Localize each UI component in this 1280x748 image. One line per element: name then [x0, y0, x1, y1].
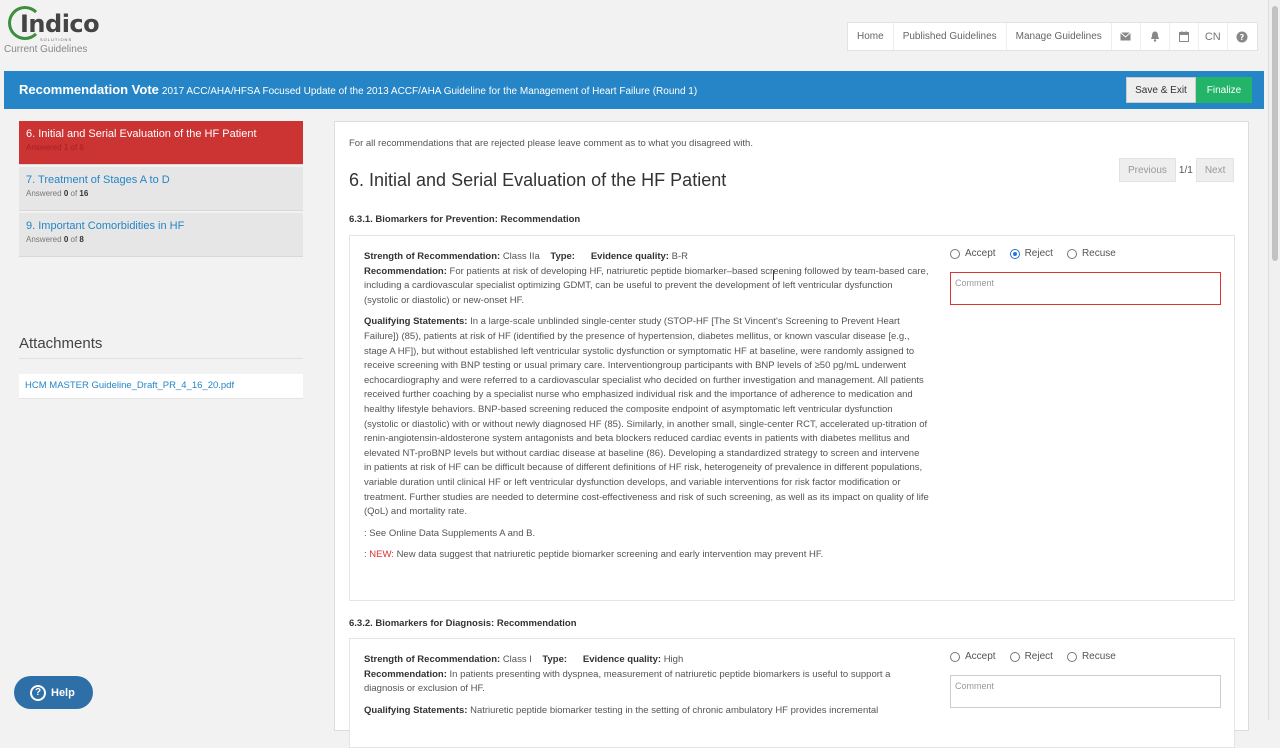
- accept-option[interactable]: Accept: [950, 651, 996, 662]
- bell-icon[interactable]: [1141, 23, 1170, 50]
- previous-button[interactable]: Previous: [1119, 158, 1176, 182]
- recuse-option[interactable]: Recuse: [1067, 651, 1116, 662]
- page-count: 1/1: [1178, 164, 1193, 176]
- page-title-main: Recommendation Vote: [19, 82, 159, 97]
- comment-field[interactable]: Comment: [950, 675, 1221, 708]
- scrollbar-thumb[interactable]: [1272, 6, 1278, 261]
- sidebar-item-section-6[interactable]: [19, 121, 303, 165]
- sidebar-item-progress: Answered 1 of 6: [26, 143, 84, 152]
- nav-manage-guidelines[interactable]: Manage Guidelines: [1007, 23, 1112, 50]
- sidebar: [19, 121, 303, 259]
- logo-text: Indico: [20, 10, 100, 38]
- question-icon[interactable]: [1228, 23, 1257, 50]
- reject-option[interactable]: Reject: [1010, 248, 1053, 259]
- indico-logo[interactable]: [6, 4, 100, 44]
- recuse-option[interactable]: Recuse: [1067, 248, 1116, 259]
- user-initials[interactable]: CN: [1199, 23, 1228, 50]
- current-guidelines-label: Current Guidelines: [4, 44, 88, 55]
- svg-text:?: ?: [1239, 32, 1245, 42]
- top-bar: [0, 0, 1268, 70]
- sidebar-item-title: 7. Treatment of Stages A to D: [26, 174, 170, 186]
- question-circle-icon: ?: [30, 685, 46, 701]
- instructions-text: For all recommendations that are rejected please leave comment as to what you disagreed with.: [349, 138, 753, 149]
- top-nav: [847, 22, 1258, 51]
- recuse-radio[interactable]: [1067, 249, 1077, 259]
- data-supplements: : See Online Data Supplements A and B.: [364, 527, 536, 539]
- help-label: Help: [51, 686, 75, 699]
- nav-published-guidelines[interactable]: Published Guidelines: [894, 23, 1007, 50]
- attachment-link[interactable]: HCM MASTER Guideline_Draft_PR_4_16_20.pdf: [19, 374, 303, 399]
- sidebar-item-progress: Answered 0 of 8: [26, 235, 84, 244]
- recommendation-heading: 6.3.1. Biomarkers for Prevention: Recommendation: [349, 214, 581, 225]
- header-bar: [4, 71, 1264, 109]
- sidebar-item-section-9[interactable]: [19, 213, 303, 257]
- recommendation-card: [349, 638, 1235, 748]
- qualifying-statements: Qualifying Statements: Natriuretic peptide biomarker testing in the setting of chronic ambulatory HF provides incremental: [364, 704, 879, 716]
- save-exit-button[interactable]: Save & Exit: [1126, 77, 1196, 103]
- accept-radio[interactable]: [950, 652, 960, 662]
- reject-radio[interactable]: [1010, 249, 1020, 259]
- page-title: [19, 82, 697, 97]
- recommendation-body: [364, 250, 929, 563]
- main-panel: [334, 121, 1249, 731]
- reject-option[interactable]: Reject: [1010, 651, 1053, 662]
- pager: [1119, 158, 1234, 182]
- envelope-icon[interactable]: [1112, 23, 1141, 50]
- recommendation-card: [349, 235, 1235, 601]
- comment-field[interactable]: Comment: [950, 272, 1221, 305]
- recommendation-heading: 6.3.2. Biomarkers for Diagnosis: Recommendation: [349, 618, 577, 629]
- accept-radio[interactable]: [950, 249, 960, 259]
- reject-radio[interactable]: [1010, 652, 1020, 662]
- logo-subtext: SOLUTIONS: [40, 37, 73, 42]
- finalize-button[interactable]: Finalize: [1196, 77, 1252, 103]
- sidebar-item-title: 6. Initial and Serial Evaluation of the HF Patient: [26, 128, 257, 140]
- qualifying-statements: Qualifying Statements: In a large-scale unblinded single-center study (STOP-HF [The St Vincent's Screening to Prevent Heart Failure]) (85), patients at risk of HF (identified by the presence of hypertension, diabetes mellitus, or known vascular disease [e.g., stage A HF]), but without established left ventricular systolic dysfunction or symptomatic HF at baseline, were randomly assigned to receive screening with BNP testing or usual primary care. Interventiongroup participants with BNP levels of ≥50 pg/mL underwent echocardiography and were referred to a cardiovascular specialist who decided on further investigation and management. All patients received further coaching by a specialist nurse who emphasized individual risk and the importance of adherence to medication and healthy lifestyle behaviors. BNP-based screening reduced the composite endpoint of asymptomatic left ventricular dysfunction (systolic or diastolic) with or without newly diagnosed HF (85). Similarly, in another small, single-center RCT, accelerated up-titration of renin-angiotensin-aldosterone system antagonists and beta blockers reduced cardiac events in patients with diabetes mellitus and elevated NT-proBNP levels but without cardiac disease at baseline (86). Developing a standardized strategy to screen and intervene in patients at risk of HF can be difficult because of different definitions of HF risk, heterogeneity of prevalence in different populations, variable duration until clinical HF or left ventricular dysfunction develops, and variable interventions for risk factor modification or treatment. Further studies are needed to determine cost-effectiveness and risk of such screening, as well as its impact on quality of life (QoL) and mortality rate.: [364, 316, 929, 518]
- new-note: : NEW: New data suggest that natriuretic peptide biomarker screening and early intervention may prevent HF.: [364, 549, 824, 561]
- sidebar-item-title: 9. Important Comorbidities in HF: [26, 220, 185, 232]
- accept-option[interactable]: Accept: [950, 248, 996, 259]
- recommendation-statement: Recommendation: For patients at risk of developing HF, natriuretic peptide biomarker–based screening followed by team-based care, including a cardiovascular specialist optimizing GDMT, can be useful to prevent the development of left ventricular dysfunction (systolic or diastolic) or new-onset HF.: [364, 265, 929, 306]
- attachments-divider: [19, 358, 303, 359]
- recommendation-body: [364, 653, 929, 718]
- guideline-title: 2017 ACC/AHA/HFSA Focused Update of the 2013 ACCF/AHA Guideline for the Management of Heart Failure (Round 1): [161, 86, 698, 97]
- sidebar-item-progress: Answered 0 of 16: [26, 189, 89, 198]
- nav-home[interactable]: Home: [848, 23, 894, 50]
- page-scrollbar[interactable]: [1268, 0, 1280, 720]
- calendar-icon[interactable]: [1170, 23, 1199, 50]
- vote-options: [950, 248, 1130, 259]
- recommendation-statement: Recommendation: In patients presenting with dyspnea, measurement of natriuretic peptide biomarkers is useful to support a diagnosis or exclusion of HF.: [364, 668, 891, 695]
- vote-options: [950, 651, 1130, 662]
- help-button[interactable]: [14, 676, 93, 709]
- next-button[interactable]: Next: [1196, 158, 1235, 182]
- recommendation-meta: Strength of Recommendation: Class I Type: Evidence quality: High: [364, 654, 684, 665]
- attachments-heading: Attachments: [19, 335, 103, 352]
- recommendation-meta: Strength of Recommendation: Class IIa Type: Evidence quality: B-R: [364, 251, 688, 262]
- text-cursor-icon: [773, 270, 775, 280]
- sidebar-item-section-7[interactable]: [19, 167, 303, 211]
- recuse-radio[interactable]: [1067, 652, 1077, 662]
- section-title: 6. Initial and Serial Evaluation of the HF Patient: [349, 170, 727, 190]
